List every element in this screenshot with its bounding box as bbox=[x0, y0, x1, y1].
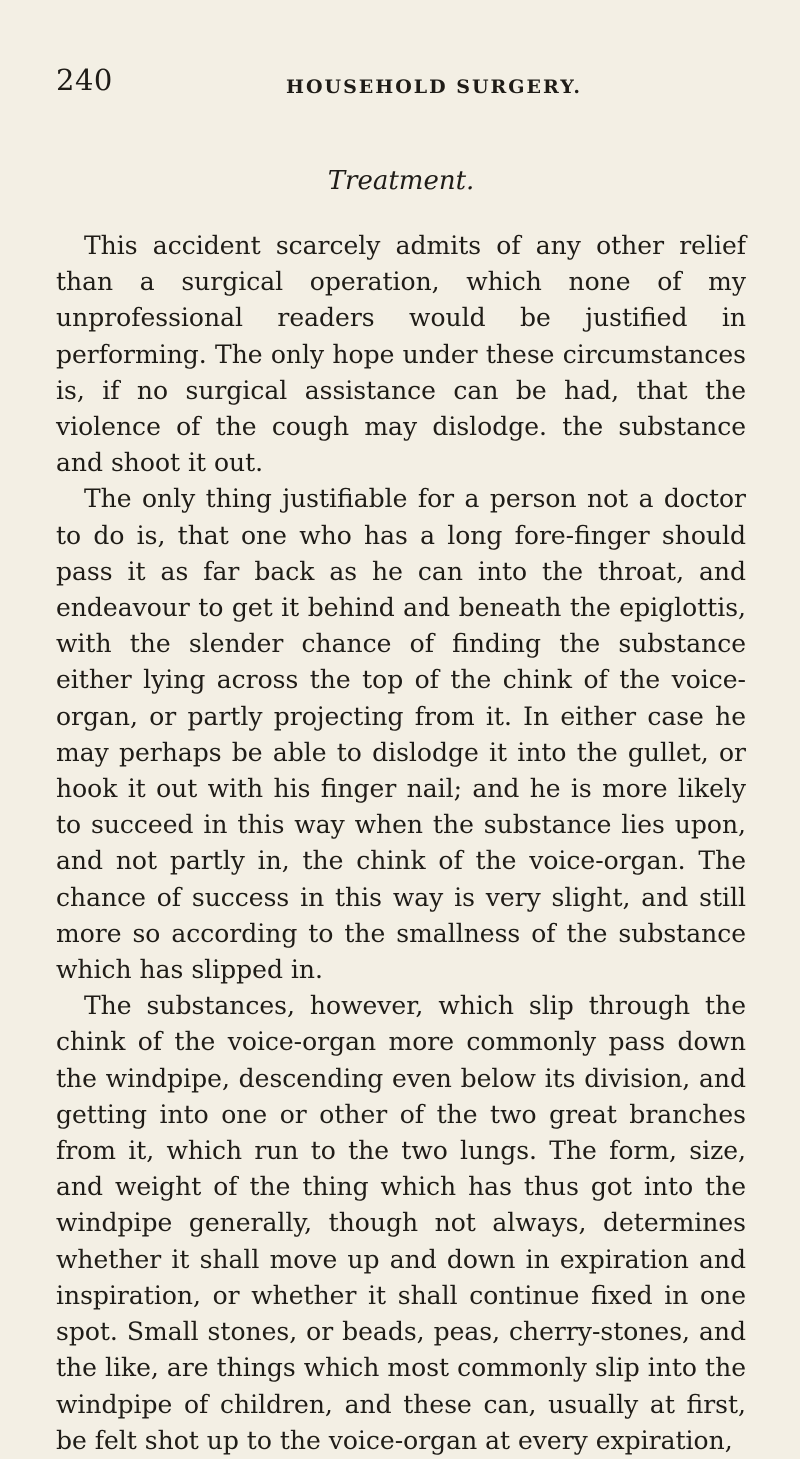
paragraph-2: The only thing justifiable for a person not a doctor to do is, that one who has a long fore-finger should pass it as far back as he can into the throat, and endeavour to get it behind and beneath the epiglottis, with the slender chance of finding the substance either lying across the top of the chink of the voice-organ, or partly projecting from it. In either case he may perhaps be able to dislodge it into the gullet, or hook it out with his finger nail; and he is more likely to succeed in this way when the substance lies upon, and not partly in, the chink of the voice-organ. The chance of success in this way is very slight, and still more so according to the smallness of the substance which has slipped in. bbox=[56, 484, 746, 985]
paragraph-1: This accident scarcely admits of any other relief than a surgical operation, which none of my unprofessional readers would be justified in performing. The only hope under these circumstances is, if no surgical assistance can be had, that the violence of the cough may dislodge. the substance and shoot it out. bbox=[56, 231, 746, 478]
paragraph-3: The substances, however, which slip through the chink of the voice-organ more commonly pass down the windpipe, descending even below its division, and getting into one or other of the two great branches from it, which run to the two lungs. The form, size, and weight of the thing which has thus got into the windpipe generally, though not always, determines whether it shall move up and down in expiration and inspiration, or whether it shall continue fixed in one spot. Small stones, or beads, peas, cherry-stones, and the like, are things which most commonly slip into the windpipe of children, and these can, usually at first, be felt shot up to the voice-organ at every expiration, bbox=[56, 991, 746, 1455]
running-head bbox=[56, 63, 746, 110]
body-text bbox=[56, 228, 746, 1459]
running-title: HOUSEHOLD SURGERY. bbox=[286, 76, 582, 98]
page-number: 240 bbox=[56, 63, 113, 97]
section-title: Treatment. bbox=[327, 166, 475, 196]
